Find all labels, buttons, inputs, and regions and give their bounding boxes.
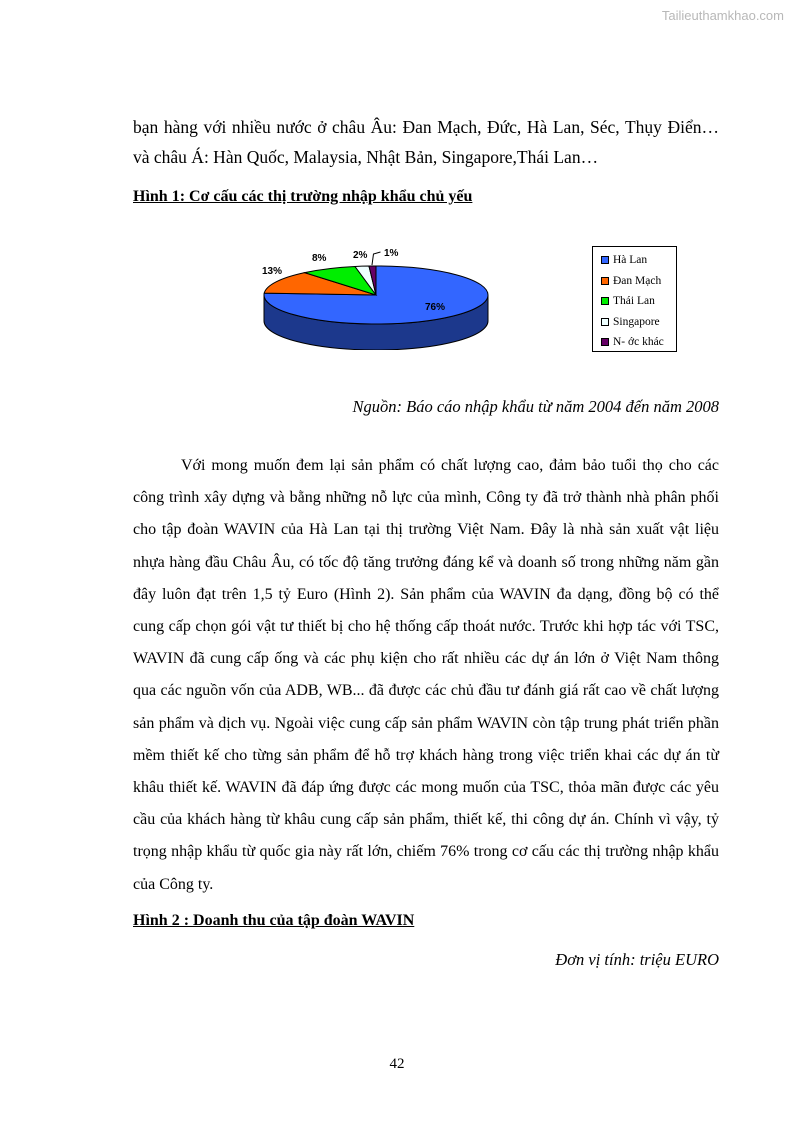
- figure-2-title: Hình 2 : Doanh thu của tập đoàn WAVIN: [133, 912, 415, 929]
- pie-label-5: 1%: [384, 248, 399, 259]
- legend-label-3: Thái Lan: [613, 295, 655, 308]
- pie-chart: [240, 240, 520, 350]
- pie-label-4: 2%: [353, 250, 368, 261]
- legend-item-1: [601, 250, 676, 271]
- watermark: Tailieuthamkhao.com: [661, 8, 784, 23]
- pie-label-3: 8%: [312, 253, 327, 264]
- source-note: Nguồn: Báo cáo nhập khẩu từ năm 2004 đến năm 2008: [352, 397, 719, 416]
- intro-paragraph: bạn hàng với nhiều nước ở châu Âu: Đan Mạch, Đức, Hà Lan, Séc, Thụy Điển… và châu Á: Hàn Quốc, Malaysia, Nhật Bản, Singapore,Thái Lan…: [133, 117, 719, 167]
- legend-label-5: N- ớc khác: [613, 336, 664, 349]
- legend-swatch-4: [601, 318, 609, 326]
- legend-label-4: Singapore: [613, 315, 660, 328]
- legend-swatch-2: [601, 277, 609, 285]
- legend-item-4: [601, 312, 676, 333]
- legend-item-5: [601, 332, 676, 353]
- pie-chart-svg: [240, 240, 520, 350]
- legend-item-2: [601, 271, 676, 292]
- unit-note: Đơn vị tính: triệu EURO: [555, 950, 719, 969]
- figure-1-title: Hình 1: Cơ cấu các thị trường nhập khẩu chủ yếu: [133, 188, 473, 205]
- legend-item-3: [601, 291, 676, 312]
- legend-swatch-1: [601, 256, 609, 264]
- legend-label-2: Đan Mạch: [613, 274, 662, 287]
- legend-label-1: Hà Lan: [613, 254, 648, 267]
- page-number: 42: [389, 1056, 405, 1072]
- pie-label-2: 13%: [262, 266, 283, 277]
- pie-leader-line-5: [372, 252, 381, 265]
- legend-swatch-5: [601, 338, 609, 346]
- body-paragraph: Với mong muốn đem lại sản phẩm có chất lượng cao, đảm bảo tuổi thọ cho các công trình xây dựng và bằng những nỗ lực của mình, Công ty đã trở thành nhà phân phối cho tập đoàn WAVIN của Hà Lan tại thị trường Việt Nam. Đây là nhà sản xuất vật liệu nhựa hàng đầu Châu Âu, có tốc độ tăng trưởng đáng kể và doanh số trong những năm gần đây luôn đạt trên 1,5 tỷ Euro (Hình 2). Sản phẩm của WAVIN đa dạng, đồng bộ có thể cung cấp chọn gói vật tư thiết bị cho hệ thống cấp thoát nước. Trước khi hợp tác với TSC, WAVIN đã cung cấp ống và các phụ kiện cho rất nhiều các dự án lớn ở Việt Nam thông qua các nguồn vốn của ADB, WB... đã được các chủ đầu tư đánh giá rất cao về chất lượng sản phẩm và dịch vụ. Ngoài việc cung cấp sản phẩm WAVIN còn tập trung phát triển phần mềm thiết kế cho từng sản phẩm để hỗ trợ khách hàng trong việc triển khai các dự án từ khâu thiết kế. WAVIN đã đáp ứng được các mong muốn của TSC, thỏa mãn được các yêu cầu của khách hàng từ khâu cung cấp sản phẩm, thiết kế, thi công dự án. Chính vì vậy, tỷ trọng nhập khẩu từ quốc gia này rất lớn, chiếm 76% trong cơ cấu các thị trường nhập khẩu của Công ty.: [133, 457, 719, 893]
- pie-label-1: 76%: [424, 302, 446, 313]
- chart-legend: [592, 246, 677, 352]
- legend-swatch-3: [601, 297, 609, 305]
